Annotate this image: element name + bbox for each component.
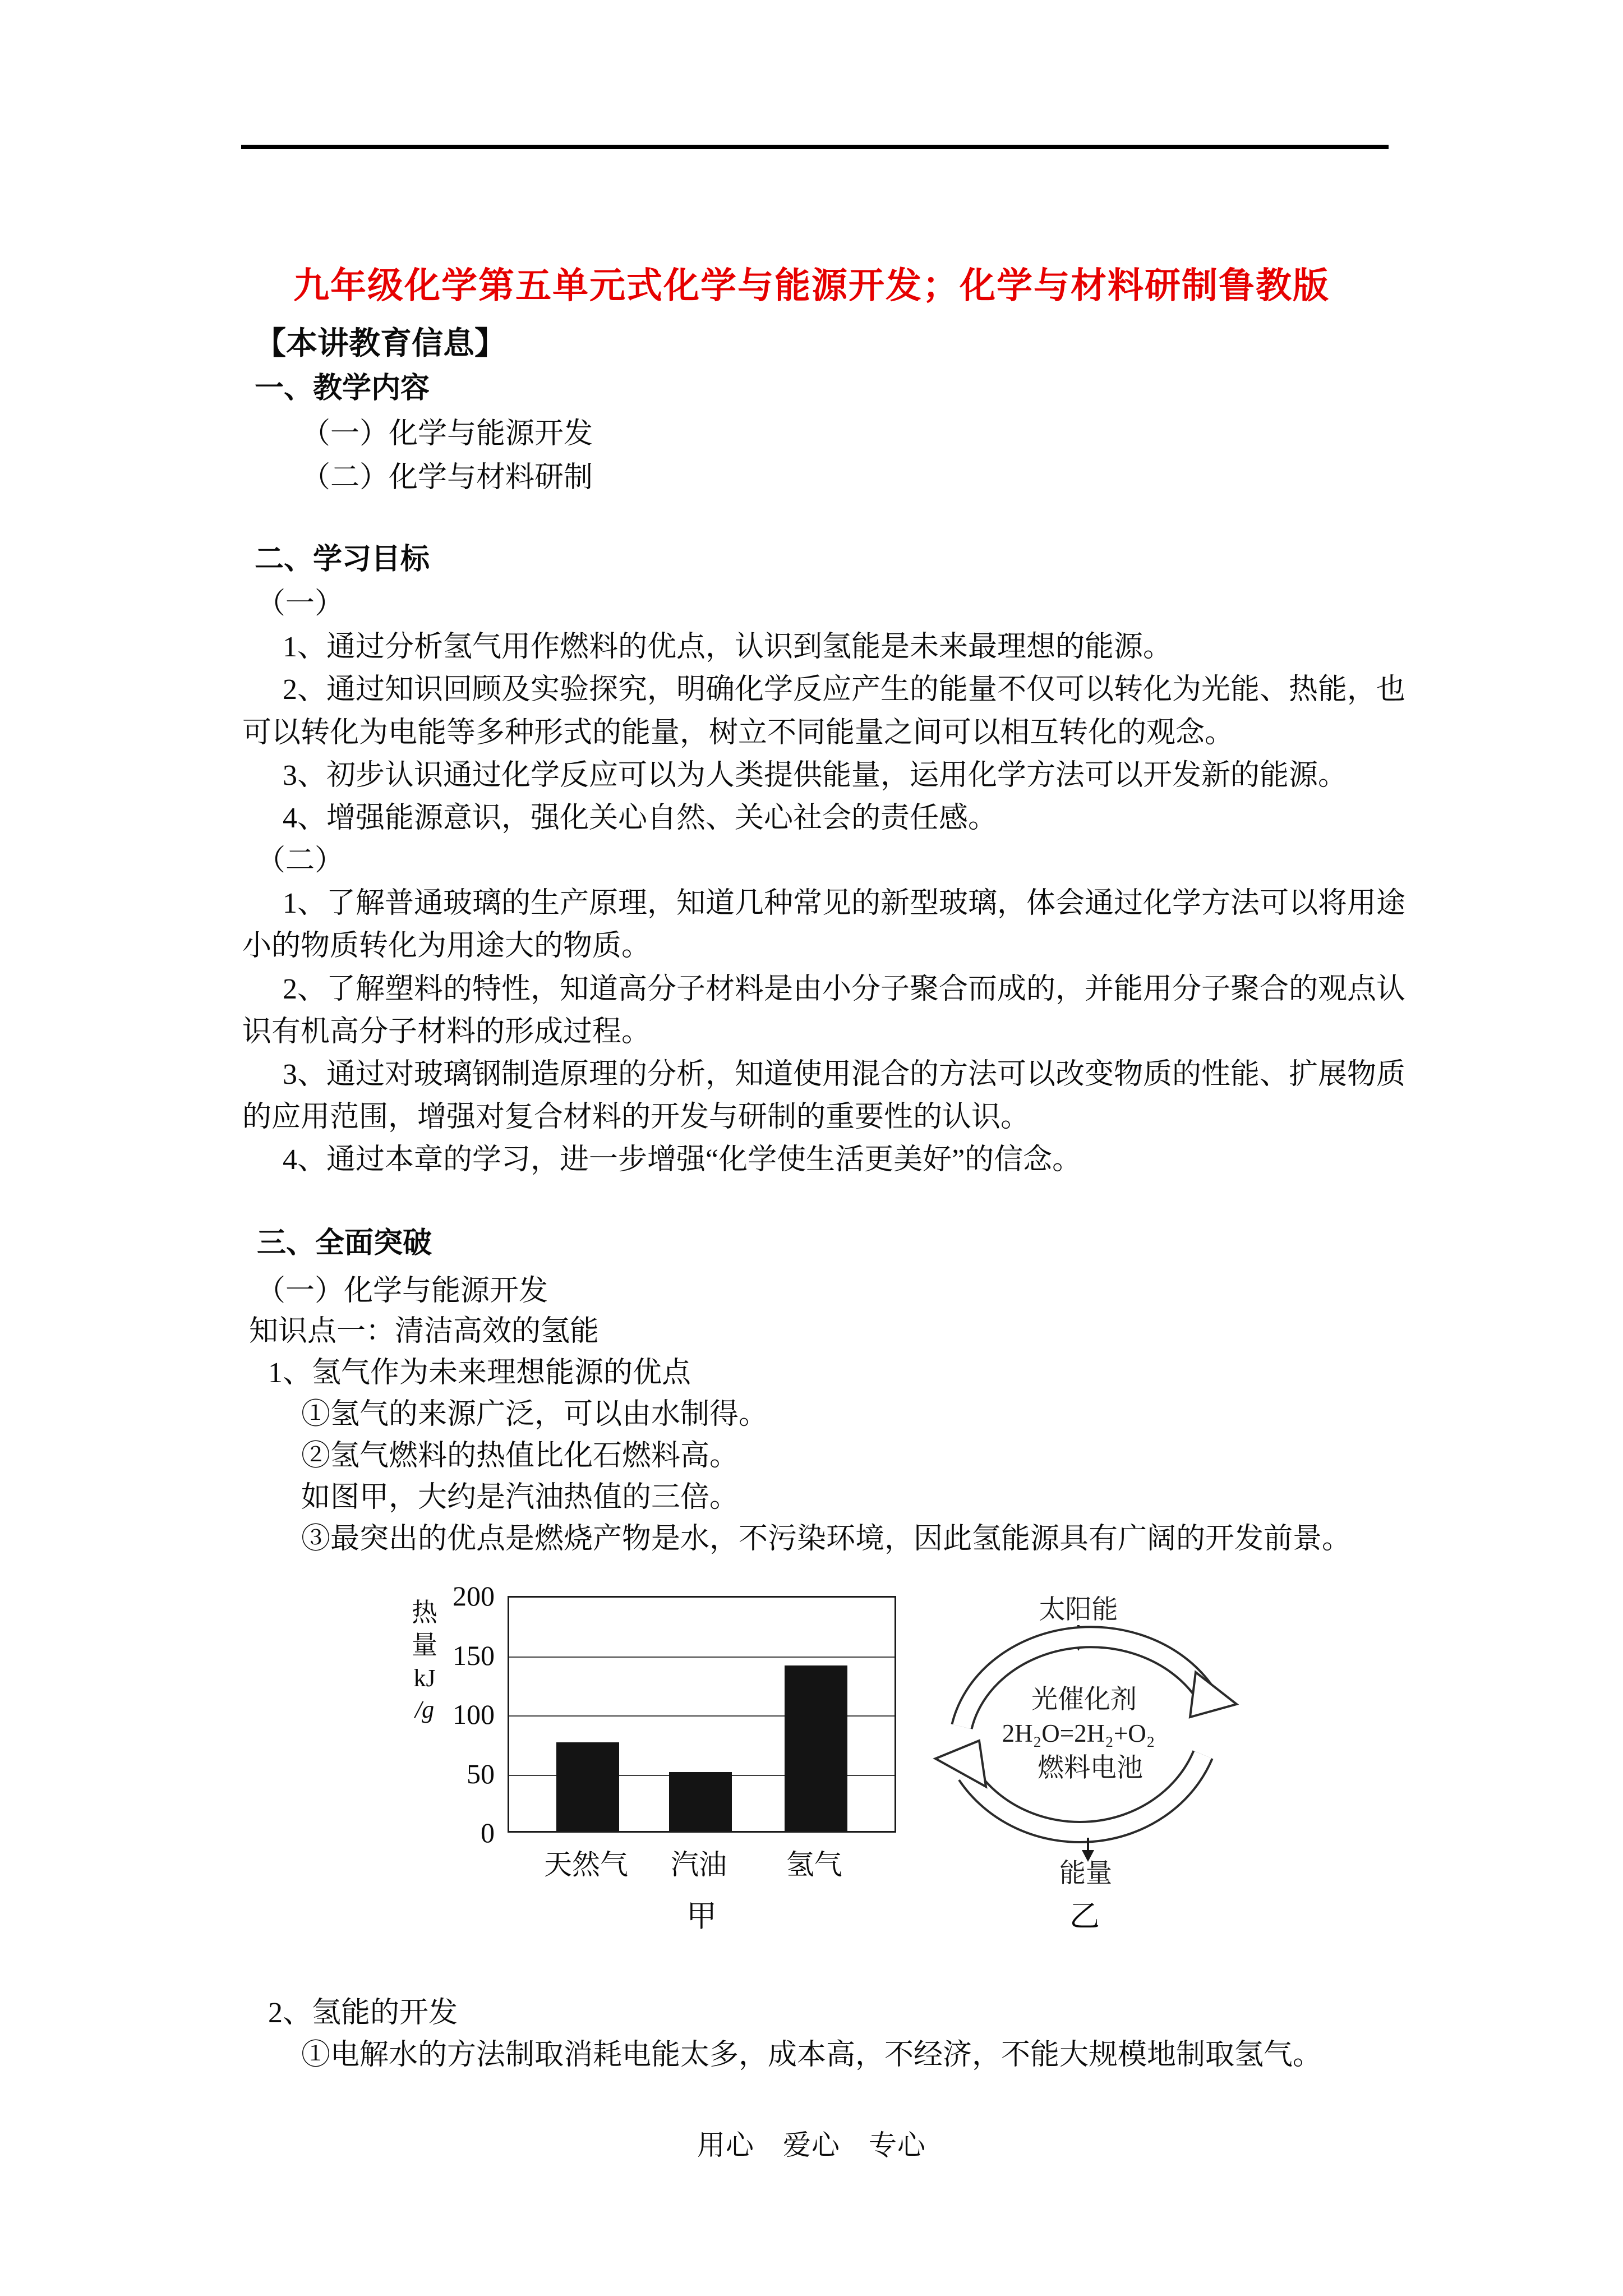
figure-label-yi: 乙 — [1069, 1899, 1100, 1933]
figure-label-jia: 甲 — [686, 1899, 717, 1933]
info-header: 【本讲教育信息】 — [255, 326, 506, 361]
gridline-150 — [509, 1657, 895, 1658]
x-category-label-2: 氢气 — [786, 1849, 842, 1880]
page-footer: 用心 爱心 专心 — [697, 2129, 926, 2161]
header-rule — [241, 145, 1389, 149]
x-category-label-1: 汽油 — [670, 1849, 727, 1880]
doc-line: 1、了解普通玻璃的生产原理，知道几种常见的新型玻璃，体会通过化学方法可以将用途 — [283, 887, 1406, 919]
y-tick-label-0: 0 — [481, 1817, 495, 1848]
diagram-equation: 2H₂O=2H₂+O₂ — [1002, 1719, 1155, 1747]
doc-line: 如图甲，大约是汽油热值的三倍。 — [301, 1481, 739, 1513]
y-axis-title-part: /g — [414, 1696, 435, 1723]
doc-line: 3、初步认识通过化学反应可以为人类提供能量，运用化学方法可以开发新的能源。 — [283, 760, 1348, 792]
diagram-catalyst-label: 光催化剂 — [1031, 1685, 1137, 1714]
y-tick-label-100: 100 — [453, 1699, 495, 1730]
diagram-fuel-cell-label: 燃料电池 — [1038, 1754, 1143, 1783]
y-tick-label-150: 150 — [453, 1639, 495, 1671]
doc-line: ①电解水的方法制取消耗电能太多，成本高，不经济，不能大规模地制取氢气。 — [301, 2039, 1322, 2071]
doc-line: 1、氢气作为未来理想能源的优点 — [268, 1357, 691, 1389]
doc-line: （一） — [256, 588, 344, 620]
y-tick-label-200: 200 — [453, 1580, 495, 1612]
bar-1 — [669, 1772, 732, 1832]
y-axis-title-part: kJ — [413, 1664, 436, 1692]
x-category-label-0: 天然气 — [543, 1849, 628, 1880]
doc-line: 4、通过本章的学习，进一步增强“化学使生活更美好”的信念。 — [283, 1144, 1082, 1176]
doc-line: ①氢气的来源广泛，可以由水制得。 — [301, 1398, 768, 1430]
bar-2 — [785, 1665, 847, 1831]
doc-line: 2、通过知识回顾及实验探究，明确化学反应产生的能量不仅可以转化为光能、热能，也 — [283, 674, 1406, 706]
page-title: 九年级化学第五单元式化学与能源开发；化学与材料研制鲁教版 — [293, 266, 1330, 306]
doc-line: （一）化学与能源开发 — [301, 418, 593, 450]
doc-line: ②氢气燃料的热值比化石燃料高。 — [301, 1440, 739, 1472]
y-tick-label-50: 50 — [467, 1757, 495, 1789]
doc-line: （二）化学与材料研制 — [301, 462, 593, 494]
doc-line: 3、通过对玻璃钢制造原理的分析，知道使用混合的方法可以改变物质的性能、扩展物质 — [283, 1059, 1406, 1091]
doc-line: 的应用范围，增强对复合材料的开发与研制的重要性的认识。 — [242, 1101, 1030, 1133]
bar-chart-plot — [508, 1596, 896, 1833]
doc-line: 识有机高分子材料的形成过程。 — [242, 1016, 651, 1048]
y-axis-title-part: 热 — [412, 1598, 437, 1627]
doc-line: 4、增强能源意识，强化关心自然、关心社会的责任感。 — [283, 802, 998, 834]
diagram-energy-label: 能量 — [1059, 1859, 1112, 1888]
heading-breakthrough: 三、全面突破 — [257, 1227, 432, 1259]
doc-line: （二） — [256, 845, 344, 877]
doc-line: 2、了解塑料的特性，知道高分子材料是由小分子聚合而成的，并能用分子聚合的观点认 — [283, 973, 1406, 1005]
doc-line: （一）化学与能源开发 — [256, 1275, 548, 1307]
knowledge-point-heading: 知识点一：清洁高效的氢能 — [249, 1315, 600, 1347]
y-axis-title-part: 量 — [412, 1631, 437, 1659]
cycle-arrowhead-right-icon — [1190, 1672, 1237, 1717]
doc-line: 1、通过分析氢气用作燃料的优点，认识到氢能是未来最理想的能源。 — [283, 631, 1173, 663]
bar-0 — [556, 1742, 619, 1831]
diagram-solar-label: 太阳能 — [1039, 1595, 1118, 1625]
doc-line: 小的物质转化为用途大的物质。 — [242, 930, 651, 962]
heading-teaching-content: 一、教学内容 — [255, 372, 430, 404]
doc-line: ③最突出的优点是燃烧产物是水，不污染环境，因此氢能源具有广阔的开发前景。 — [301, 1523, 1352, 1555]
energy-cycle-diagram — [920, 1589, 1245, 1895]
doc-line: 可以转化为电能等多种形式的能量，树立不同能量之间可以相互转化的观念。 — [242, 717, 1234, 749]
doc-line: 2、氢能的开发 — [268, 1997, 458, 2029]
heading-learning-goals: 二、学习目标 — [255, 544, 430, 576]
